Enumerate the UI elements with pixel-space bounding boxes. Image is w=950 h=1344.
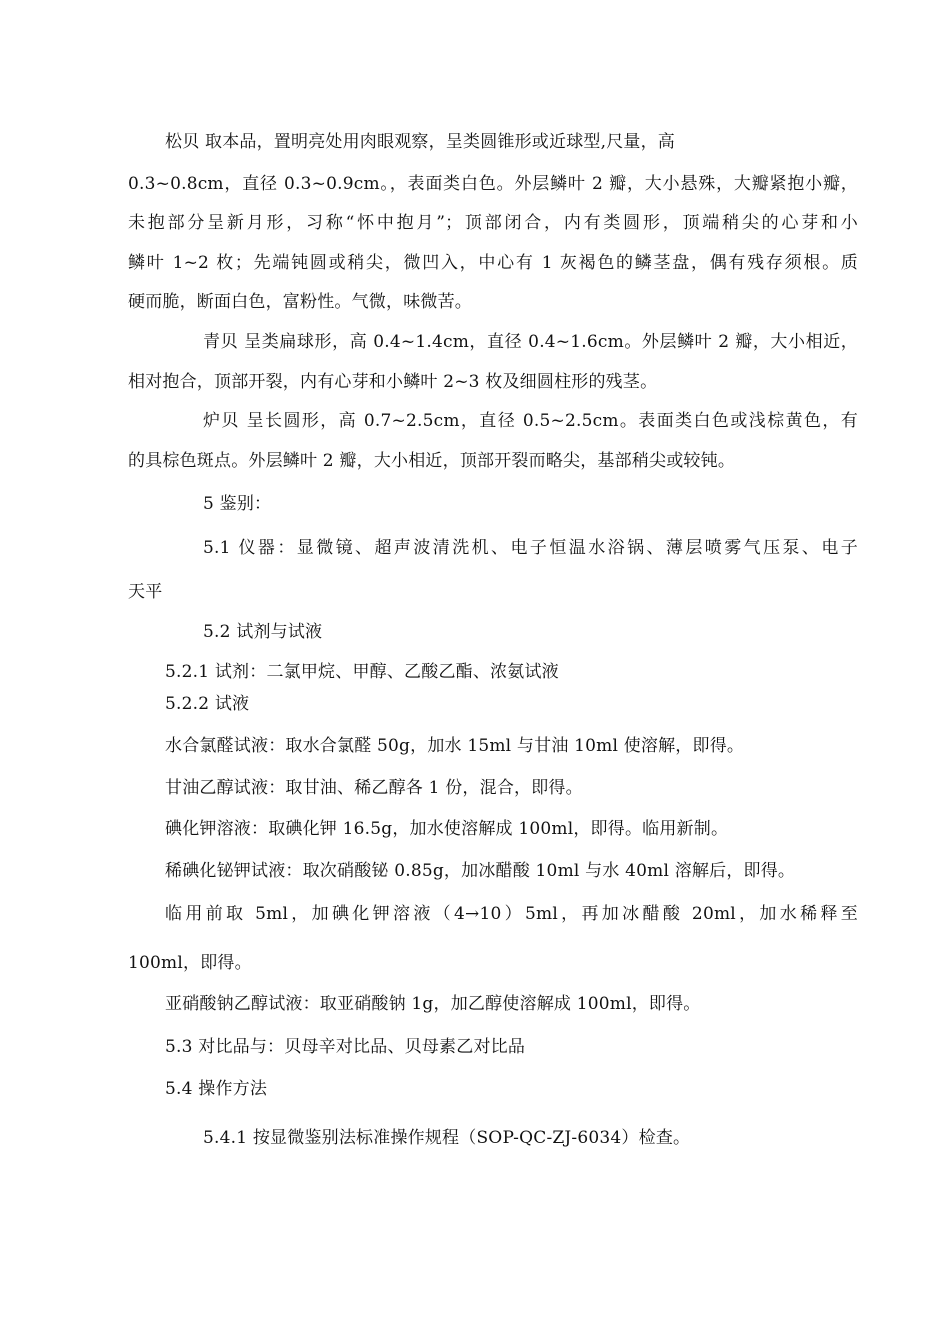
text-line: 水合氯醛试液：取水合氯醛 50g，加水 15ml 与甘油 10ml 使溶解，即得。 (165, 736, 745, 756)
text-line: 5.4.1 按显微鉴别法标准操作规程（SOP-QC-ZJ-6034）检查。 (203, 1128, 691, 1148)
text-line: 亚硝酸钠乙醇试液：取亚硝酸钠 1g，加乙醇使溶解成 100ml，即得。 (165, 994, 701, 1014)
text-line: 碘化钾溶液：取碘化钾 16.5g，加水使溶解成 100ml，即得。临用新制。 (165, 819, 729, 839)
text-line: 天平 (128, 582, 163, 602)
text-line: 5.3 对比品与：贝母辛对比品、贝母素乙对比品 (165, 1037, 526, 1057)
text-line: 5.1 仪器：显微镜、超声波清洗机、电子恒温水浴锅、薄层喷雾气压泵、电子 (203, 538, 858, 558)
text-line: 硬而脆，断面白色，富粉性。气微，味微苦。 (128, 292, 472, 312)
text-line: 5.2.2 试液 (165, 694, 250, 714)
text-line: 甘油乙醇试液：取甘油、稀乙醇各 1 份，混合，即得。 (165, 778, 583, 798)
section-heading: 5 鉴别： (203, 494, 272, 514)
text-line: 炉贝 呈长圆形，高 0.7~2.5cm，直径 0.5~2.5cm。表面类白色或浅棕黄色，有 (203, 411, 858, 431)
text-line: 松贝 取本品，置明亮处用肉眼观察，呈类圆锥形或近球型,尺量，高 (165, 132, 676, 152)
text-line: 临用前取 5ml，加碘化钾溶液（4→10）5ml，再加冰醋酸 20ml，加水稀释至 (165, 904, 858, 924)
text-line: 5.2.1 试剂：二氯甲烷、甲醇、乙酸乙酯、浓氨试液 (165, 662, 559, 682)
text-line: 鳞叶 1~2 枚；先端钝圆或稍尖，微凹入，中心有 1 灰褐色的鳞茎盘，偶有残存须根。质 (128, 253, 858, 273)
text-line: 相对抱合，顶部开裂，内有心芽和小鳞叶 2~3 枚及细圆柱形的残茎。 (128, 372, 658, 392)
section-heading: 5.2 试剂与试液 (203, 622, 323, 642)
section-heading: 5.4 操作方法 (165, 1079, 268, 1099)
text-line: 的具棕色斑点。外层鳞叶 2 瓣，大小相近，顶部开裂而略尖，基部稍尖或较钝。 (128, 451, 736, 471)
text-line: 100ml，即得。 (128, 953, 252, 973)
text-line: 未抱部分呈新月形，习称“怀中抱月”；顶部闭合，内有类圆形，顶端稍尖的心芽和小 (128, 213, 858, 233)
text-line: 青贝 呈类扁球形，高 0.4~1.4cm，直径 0.4~1.6cm。外层鳞叶 2 瓣，大小相近， (203, 332, 858, 352)
text-line: 0.3~0.8cm，直径 0.3~0.9cm。，表面类白色。外层鳞叶 2 瓣，大小悬殊，大瓣紧抱小瓣， (128, 174, 858, 194)
text-line: 稀碘化铋钾试液：取次硝酸铋 0.85g，加冰醋酸 10ml 与水 40ml 溶解后，即得。 (165, 861, 796, 881)
